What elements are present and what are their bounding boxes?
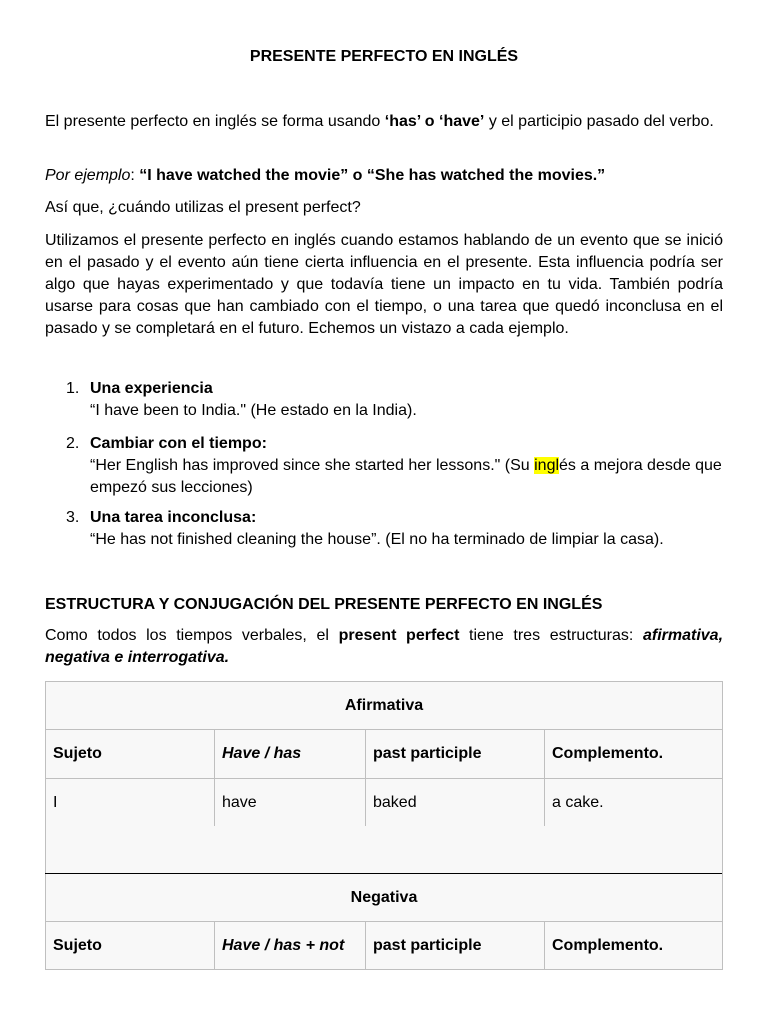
highlighted-text: ingl [534,457,560,474]
column-header: Have / has [215,730,366,779]
intro-text: El presente perfecto en inglés se forma usando [45,113,385,130]
table-negativa [45,873,723,970]
intro-paragraph [45,111,723,133]
list-heading: Una experiencia [90,380,213,397]
column-header: Complemento. [545,922,723,970]
list-text [90,455,768,499]
structures-bold: present perfect [338,627,460,644]
example-label: Por ejemplo [45,167,131,184]
list-item [45,378,768,422]
example-colon: : [130,167,140,184]
column-header: past participle [366,922,545,970]
table-cell: have [215,779,366,827]
list-heading: Cambiar con el tiempo: [90,435,267,452]
list-text: “I have been to India." (He estado en la India). [90,402,417,419]
list-text: “He has not finished cleaning the house”. (El no ha terminado de limpiar la casa). [90,531,664,548]
table-cell: baked [366,779,545,827]
list-text-part: “Her English has improved since she started her lessons." (Su [90,457,535,474]
column-header: Sujeto [46,922,215,970]
table-cell: I [46,779,215,827]
column-header: past participle [366,730,545,779]
list-item [45,507,768,551]
intro-text-end: y el participio pasado del verbo. [484,113,714,130]
structures-list: afirmativa, negativa e interrogativa. [45,627,724,666]
structures-paragraph [45,625,723,669]
example-paragraph [45,165,723,187]
list-text-part: és a mejora desde que empezó sus lecciones) [90,457,722,496]
table-spacer [45,826,723,873]
column-header: Sujeto [46,730,215,779]
list-number: 3. [66,509,80,526]
explanation-paragraph: Utilizamos el presente perfecto en inglés cuando estamos hablando de un evento que se inició en el pasado y el evento aún tiene cierta influencia en el presente. Esta influencia podría ser algo que hayas experimentado y que todavía tiene un impacto en tu vida. También podría usarse para cosas que han cambiado con el tiempo, o una tarea que quedó inconclusa en el pasado y se completará en el futuro. Echemos un vistazo a cada ejemplo. [45,232,723,337]
table-header: Negativa [46,874,723,922]
table-cell: a cake. [545,779,723,827]
structures-text: Como todos los tiempos verbales, el [45,627,339,644]
section-heading: ESTRUCTURA Y CONJUGACIÓN DEL PRESENTE PERFECTO EN INGLÉS [45,596,603,613]
list-number: 2. [66,435,80,452]
list-item [45,433,768,499]
structures-text: tiene tres estructuras: [459,627,643,644]
column-header: Complemento. [545,730,723,779]
page-title: PRESENTE PERFECTO EN INGLÉS [249,48,519,65]
table-header: Afirmativa [46,682,723,730]
example-sentences: “I have watched the movie” o “She has watched the movies.” [139,167,606,184]
list-heading: Una tarea inconclusa: [90,509,257,526]
intro-bold: ‘has’ o ‘have’ [384,113,485,130]
table-afirmativa [45,681,723,827]
list-number: 1. [66,380,80,397]
column-header: Have / has + not [215,922,366,970]
question-paragraph: Así que, ¿cuándo utilizas el present perfect? [45,199,361,216]
